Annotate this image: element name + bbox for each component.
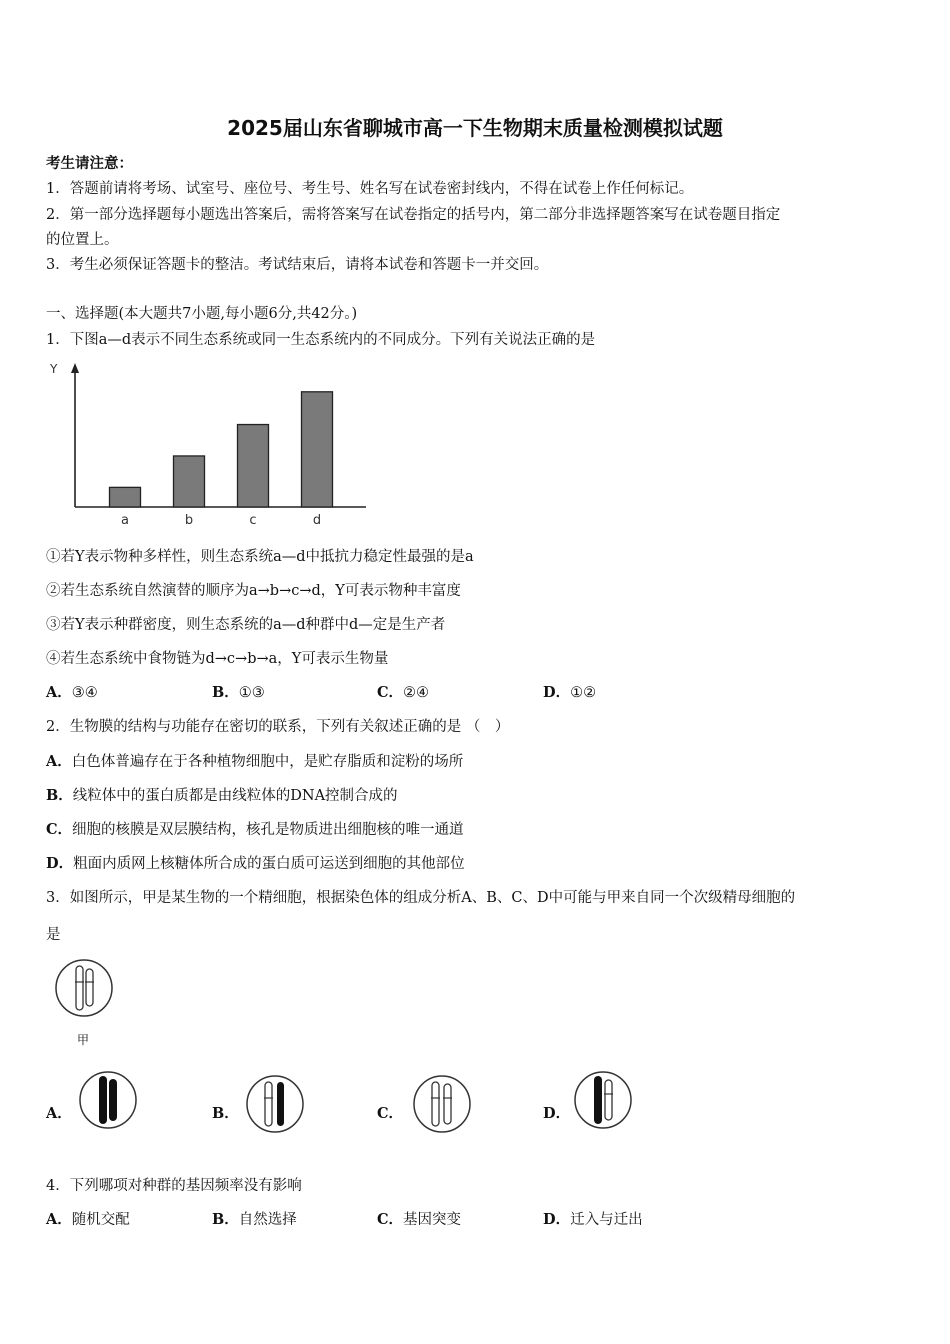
q1-option-b[interactable]: B．①③ — [212, 684, 265, 701]
x-tick-label-b: b — [184, 513, 194, 528]
cell-b-diagram[interactable] — [243, 1074, 307, 1138]
notice-header: 考生请注意： — [46, 155, 133, 172]
cell-jia-diagram — [52, 958, 116, 1022]
q2-option-a[interactable]: A．白色体普遍存在于各种植物细胞中，是贮存脂质和淀粉的场所 — [46, 753, 464, 770]
q1-statement: ④若生态系统中食物链为d→c→b→a，Y可表示生物量 — [46, 651, 389, 667]
q1-option-c[interactable]: C．②④ — [377, 684, 430, 701]
notice-item: 1．答题前请将考场、试室号、座位号、考生号、姓名写在试卷密封线内，不得在试卷上作任何标记。 — [46, 181, 694, 197]
page-title: 2025届山东省聊城市高一下生物期末质量检测模拟试题 — [227, 116, 723, 140]
x-tick-label-a: a — [121, 513, 129, 528]
q3-stem: 3．如图所示，甲是某生物的一个精细胞，根据染色体的组成分析A、B、C、D中可能与甲来自同一个次级精母细胞的 — [46, 890, 796, 906]
notice-item: 的位置上。 — [46, 232, 119, 248]
q2-option-b[interactable]: B．线粒体中的蛋白质都是由线粒体的DNA控制合成的 — [46, 787, 398, 804]
notice-item: 2．第一部分选择题每小题选出答案后，需将答案写在试卷指定的括号内，第二部分非选择题答案写在试卷题目指定 — [46, 207, 781, 223]
q1-bar-chart — [44, 358, 374, 533]
q2-stem: 2．生物膜的结构与功能存在密切的联系，下列有关叙述正确的是 （ ） — [46, 719, 510, 735]
cell-jia-label: 甲 — [77, 1033, 90, 1047]
q4-option-d[interactable]: D．迁入与迁出 — [543, 1211, 643, 1228]
q4-option-b[interactable]: B．自然选择 — [212, 1211, 297, 1228]
q3-stem-cont: 是 — [46, 927, 61, 943]
x-tick-label-c: c — [249, 513, 257, 528]
y-axis-label: Y — [50, 362, 58, 376]
q2-option-d[interactable]: D．粗面内质网上核糖体所合成的蛋白质可运送到细胞的其他部位 — [46, 855, 465, 872]
q4-stem: 4．下列哪项对种群的基因频率没有影响 — [46, 1178, 302, 1194]
section-heading: 一、选择题(本大题共7小题,每小题6分,共42分。) — [46, 306, 358, 322]
q2-option-c[interactable]: C．细胞的核膜是双层膜结构，核孔是物质进出细胞核的唯一通道 — [46, 821, 464, 838]
q1-statement: ②若生态系统自然演替的顺序为a→b→c→d，Y可表示物种丰富度 — [46, 583, 461, 599]
q1-statement: ③若Y表示种群密度，则生态系统的a—d种群中d—定是生产者 — [46, 617, 446, 633]
q1-option-a[interactable]: A．③④ — [46, 684, 98, 701]
q3-option-a[interactable]: A． — [46, 1105, 72, 1122]
q1-statement: ①若Y表示物种多样性，则生态系统a—d中抵抗力稳定性最强的是a — [46, 549, 474, 565]
q3-option-b[interactable]: B． — [212, 1105, 239, 1122]
q4-option-c[interactable]: C．基因突变 — [377, 1211, 462, 1228]
q3-option-d[interactable]: D． — [543, 1105, 571, 1122]
bar-c — [238, 425, 269, 507]
q1-stem: 1．下图a—d表示不同生态系统或同一生态系统内的不同成分。下列有关说法正确的是 — [46, 332, 596, 348]
q4-option-a[interactable]: A．随机交配 — [46, 1211, 130, 1228]
q1-option-d[interactable]: D．①② — [543, 684, 597, 701]
q3-option-c[interactable]: C． — [377, 1105, 404, 1122]
bar-d — [302, 392, 333, 507]
cell-a-diagram[interactable] — [76, 1070, 140, 1134]
bar-a — [110, 487, 141, 507]
cell-c-diagram[interactable] — [410, 1074, 474, 1138]
cell-d-diagram[interactable] — [571, 1070, 635, 1134]
notice-item: 3．考生必须保证答题卡的整洁。考试结束后，请将本试卷和答题卡一并交回。 — [46, 257, 549, 273]
y-axis-arrow-icon — [71, 363, 79, 373]
x-tick-label-d: d — [312, 513, 322, 528]
bar-b — [174, 456, 205, 507]
